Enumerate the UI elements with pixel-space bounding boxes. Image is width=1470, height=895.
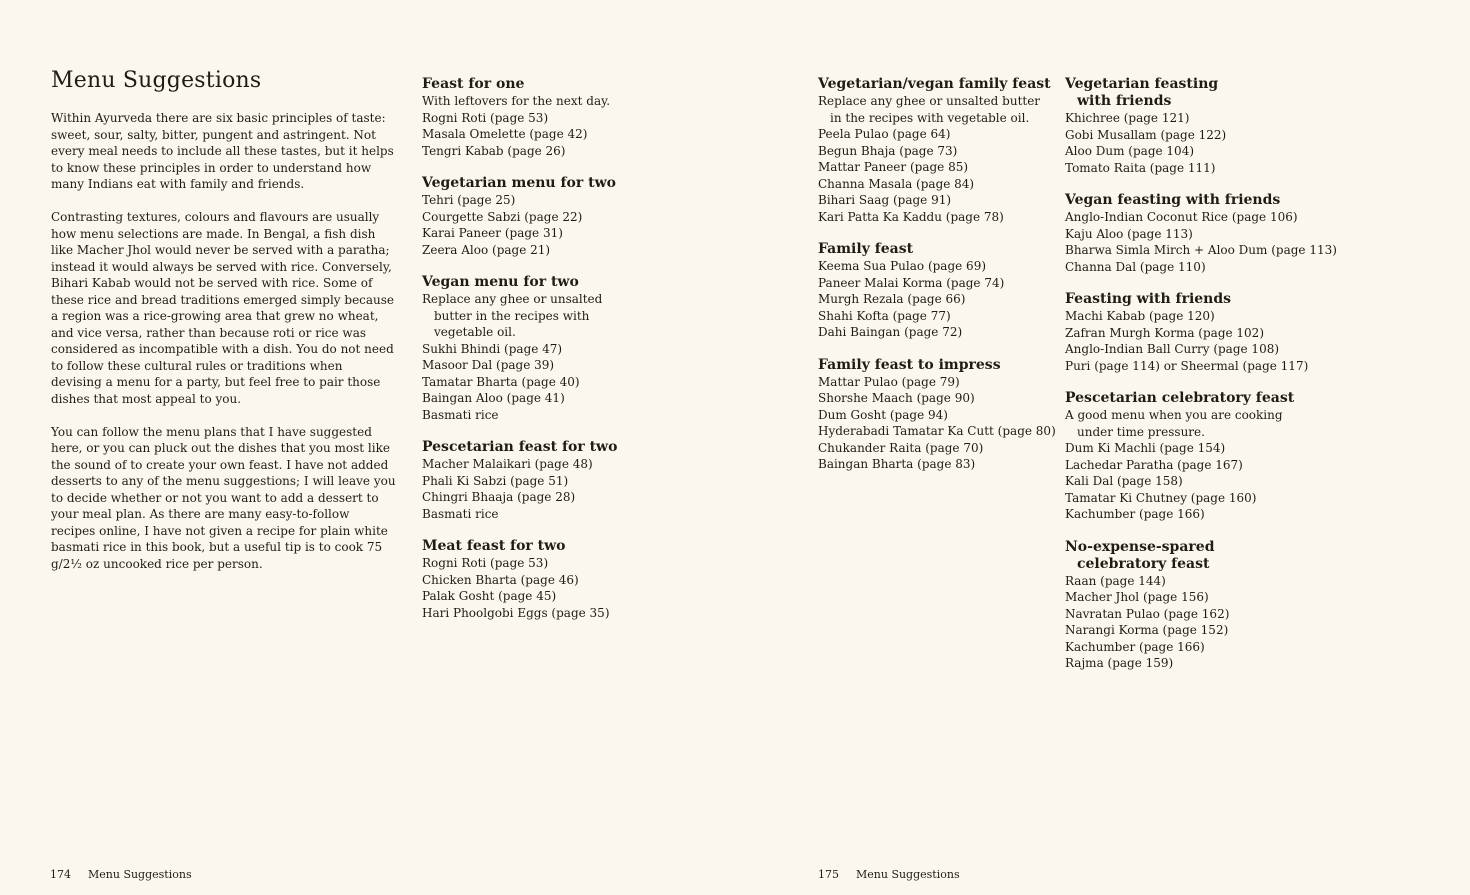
menu-column-right-page-1 <box>818 76 1056 489</box>
menu-item: Baingan Bharta (page 83) <box>818 457 976 471</box>
menu-item: Kachumber (page 166) <box>1065 507 1205 521</box>
menu-item: Bihari Saag (page 91) <box>818 193 952 207</box>
menu-item: Narangi Korma (page 152) <box>1065 623 1229 637</box>
menu-item: Chukander Raita (page 70) <box>818 440 984 455</box>
menu-item: Dahi Baingan (page 72) <box>818 325 963 339</box>
running-head: Menu Suggestions <box>856 868 960 881</box>
menu-item: Tamatar Ki Chutney (page 160) <box>1065 490 1257 505</box>
menu-item: Dum Ki Machli (page 154) <box>1065 441 1226 455</box>
running-head: Menu Suggestions <box>88 868 192 881</box>
menu-item: Channa Masala (page 84) <box>818 176 975 191</box>
menu-item: Hyderabadi Tamatar Ka Cutt (page 80) <box>818 424 1056 438</box>
menu-item: Puri (page 114) or Sheermal (page 117) <box>1065 358 1309 373</box>
menu-item: Chingri Bhaaja (page 28) <box>422 490 576 504</box>
menu-note: Replace any ghee or unsalted butter in the recipes with vegetable oil. <box>818 94 1041 125</box>
menu-block <box>1065 390 1305 523</box>
menu-item: Basmati rice <box>422 506 499 521</box>
menu-title: Pescetarian celebratory feast <box>1065 390 1295 406</box>
menu-item: Palak Gosht (page 45) <box>422 589 557 603</box>
menu-item: Kari Patta Ka Kaddu (page 78) <box>818 209 1004 224</box>
menu-title: Pescetarian feast for two <box>422 439 618 455</box>
intro-paragraph: You can follow the menu plans that I have suggested here, or you can pluck out the dishes that you most like the sound of to create your own feast. I have not added desserts to any of the menu suggestions; I will leave you to decide whether or not you want to add a dessert to your meal plan. As there are many easy-to-follow recipes online, I have not given a recipe for plain white basmati rice in this book, but a useful tip is to cook 75 g/2½ oz uncooked rice per person. <box>51 424 396 571</box>
menu-item: Channa Dal (page 110) <box>1065 259 1206 274</box>
menu-item: Shahi Kofta (page 77) <box>818 308 951 323</box>
menu-block <box>1065 539 1305 672</box>
menu-item: Kali Dal (page 158) <box>1065 474 1183 488</box>
menu-note: With leftovers for the next day. <box>422 94 611 108</box>
menu-item: Dum Gosht (page 94) <box>818 407 948 422</box>
intro-paragraph: Within Ayurveda there are six basic principles of taste: sweet, sour, salty, bitter, pungent and astringent. Not every meal needs to include all these tastes, but it helps to know these principles in order to understand how many Indians eat with family and friends. <box>51 111 394 191</box>
menu-item: Mattar Pulao (page 79) <box>818 374 960 389</box>
menu-block <box>422 538 627 621</box>
menu-title: No-expense-spared celebratory feast <box>1065 538 1215 572</box>
menu-item: Baingan Aloo (page 41) <box>422 391 565 405</box>
menu-note: A good menu when you are cooking under time pressure. <box>1065 408 1283 439</box>
menu-item: Macher Malaikari (page 48) <box>422 457 593 471</box>
menu-item: Tengri Kabab (page 26) <box>422 143 566 158</box>
menu-title: Feasting with friends <box>1065 291 1232 307</box>
folio-left <box>50 868 192 882</box>
menu-block <box>818 356 1056 473</box>
menu-item: Aloo Dum (page 104) <box>1065 144 1195 158</box>
menu-title: Vegan feasting with friends <box>1065 192 1281 208</box>
menu-item: Navratan Pulao (page 162) <box>1065 606 1230 621</box>
menu-block <box>422 175 627 258</box>
page-number: 175 <box>818 868 839 881</box>
menu-block <box>1065 291 1309 374</box>
intro-paragraph: Contrasting textures, colours and flavours are usually how menu selections are made. In Bengal, a fish dish like Macher Jhol would never be served with a paratha; instead it would always be served with rice. Conversely, Bihari Kabab would not be served with rice. Some of these rice and bread traditions emerged simply because a region was a rice-growing area that grew no wheat, and vice versa, rather than because roti or rice was considered as incompatible with a dish. You do not need to follow these cultural rules or traditions when devising a menu for a party, but feel free to pair those dishes that most appeal to you. <box>51 210 395 406</box>
menu-item: Hari Phoolgobi Eggs (page 35) <box>422 605 610 620</box>
menu-item: Lachedar Paratha (page 167) <box>1065 457 1243 472</box>
menu-item: Chicken Bharta (page 46) <box>422 572 579 587</box>
menu-item: Rogni Roti (page 53) <box>422 110 549 125</box>
menu-item: Rogni Roti (page 53) <box>422 556 549 570</box>
menu-block <box>422 76 627 159</box>
menu-item: Khichree (page 121) <box>1065 111 1190 125</box>
menu-item: Karai Paneer (page 31) <box>422 226 563 240</box>
menu-title: Vegetarian menu for two <box>422 175 616 191</box>
menu-item: Anglo-Indian Coconut Rice (page 106) <box>1065 210 1298 224</box>
menu-item: Sukhi Bhindi (page 47) <box>422 341 563 356</box>
menu-column-right-page-2 <box>1065 76 1337 688</box>
menu-item: Mattar Paneer (page 85) <box>818 160 969 174</box>
menu-block <box>818 76 1053 225</box>
menu-item: Rajma (page 159) <box>1065 656 1174 670</box>
menu-item: Peela Pulao (page 64) <box>818 127 951 141</box>
menu-title: Family feast to impress <box>818 356 1001 373</box>
folio-right <box>818 868 960 882</box>
menu-column-left-page <box>422 76 627 637</box>
page-number: 174 <box>50 868 71 881</box>
menu-item: Shorshe Maach (page 90) <box>818 391 975 405</box>
menu-item: Tomato Raita (page 111) <box>1065 160 1216 175</box>
menu-title: Meat feast for two <box>422 538 566 554</box>
menu-title: Family feast <box>818 241 914 257</box>
menu-block <box>818 241 1053 341</box>
menu-item: Phali Ki Sabzi (page 51) <box>422 473 569 488</box>
menu-item: Raan (page 144) <box>1065 573 1166 588</box>
menu-item: Zafran Murgh Korma (page 102) <box>1065 325 1264 340</box>
page-title: Menu Suggestions <box>51 68 262 93</box>
menu-block <box>422 439 627 522</box>
menu-item: Kachumber (page 166) <box>1065 639 1205 654</box>
menu-item: Paneer Malai Korma (page 74) <box>818 275 1005 290</box>
menu-item: Tehri (page 25) <box>422 193 516 207</box>
menu-item: Murgh Rezala (page 66) <box>818 292 966 306</box>
menu-title: Feast for one <box>422 76 525 92</box>
menu-item: Bharwa Simla Mirch + Aloo Dum (page 113) <box>1065 243 1337 257</box>
menu-note: Replace any ghee or unsalted butter in the recipes with vegetable oil. <box>422 292 603 339</box>
menu-item: Machi Kabab (page 120) <box>1065 309 1215 323</box>
menu-item: Keema Sua Pulao (page 69) <box>818 259 987 273</box>
menu-block <box>1065 76 1305 176</box>
menu-item: Begun Bhaja (page 73) <box>818 143 958 158</box>
menu-item: Macher Jhol (page 156) <box>1065 590 1209 604</box>
intro-text <box>51 110 396 589</box>
menu-item: Masala Omelette (page 42) <box>422 127 588 141</box>
menu-item: Anglo-Indian Ball Curry (page 108) <box>1065 342 1280 356</box>
menu-item: Masoor Dal (page 39) <box>422 358 555 372</box>
menu-item: Gobi Musallam (page 122) <box>1065 127 1227 142</box>
menu-block <box>1065 192 1337 275</box>
menu-title: Vegan menu for two <box>422 274 579 290</box>
menu-item: Kaju Aloo (page 113) <box>1065 226 1193 241</box>
menu-item: Basmati rice <box>422 407 499 422</box>
menu-title: Vegetarian/vegan family feast <box>818 76 1051 92</box>
menu-item: Zeera Aloo (page 21) <box>422 242 551 257</box>
menu-block <box>422 274 627 423</box>
menu-item: Tamatar Bharta (page 40) <box>422 374 580 389</box>
menu-title: Vegetarian feasting with friends <box>1065 76 1219 109</box>
menu-item: Courgette Sabzi (page 22) <box>422 209 583 224</box>
